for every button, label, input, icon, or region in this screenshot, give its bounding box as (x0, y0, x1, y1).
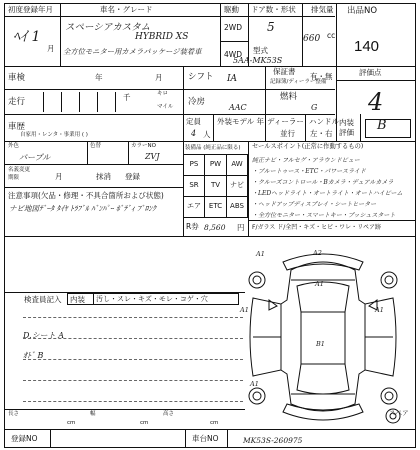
damage-mark-4: A1 (240, 306, 249, 314)
equipment-etc: ETC (204, 196, 227, 218)
equipment-pw: PW (204, 154, 227, 176)
height-label: 高さ (163, 411, 175, 417)
outer-color-label: 外色 (8, 143, 20, 149)
handle-label: ハンドル (309, 117, 339, 126)
drive-2wd[interactable]: 2WD (224, 23, 242, 32)
doors-value: 5 (267, 20, 275, 34)
ac-value: AAC (229, 103, 247, 112)
car-name-label: 車名・グレード (100, 5, 153, 14)
history-options: 自家用・レンタ・事業用 ( ) (20, 132, 88, 138)
inspector-items: 汚し・スレ・キズ・モレ・コゲ・穴 (96, 295, 208, 303)
notes-handwritten: ナビ地図ﾃﾞｰﾀ ﾀｲﾔ ﾄﾗﾌﾞﾙ ﾊﾞﾝﾊﾟｰ ﾎﾞﾃﾞｨ ﾌﾞﾛﾝｸ (9, 204, 156, 213)
damage-mark-1: A1 (256, 250, 265, 258)
recycle-label: R券 (186, 222, 199, 231)
registered-label: 登録 (125, 172, 140, 181)
name-change-deadline-label: 期限 (8, 175, 20, 181)
model-label: 型式 (253, 46, 268, 55)
car-options-value: 全方位モニター用カメラパッケージ装着車 (63, 47, 202, 56)
equipment-label: 装備品 (純正品に限る) (185, 145, 241, 151)
capacity-label: 定員 (186, 117, 201, 126)
inspector-interior-label: 内装 (70, 295, 85, 304)
inspector-label: 検査員記入 (24, 295, 62, 304)
sales-point-line-2: ・ブルートゥース・ETC・パワースライド (252, 168, 366, 175)
first-registration-value: ﾍｲ 1 (13, 29, 41, 45)
equipment-ps: PS (183, 154, 205, 176)
notes-label: 注意事項(欠品・修理・不具合箇所および状態) (8, 191, 164, 200)
drive-4wd[interactable]: 4WD (224, 50, 242, 59)
first-registration-label: 初度登録年月 (8, 5, 53, 14)
spare-tire-label: スペア (389, 409, 409, 417)
recycle-unit: 円 (237, 223, 245, 232)
sales-points-footer: F/ガラス ド/全凹・キズ・ヒビ・ワレ・リペア跡 (252, 224, 381, 231)
name-change-label: 名義変更 (8, 167, 31, 173)
equipment-aw: AW (226, 154, 248, 176)
damage-mark-6: A1 (375, 306, 384, 314)
lot-number-label: 出品NO (347, 6, 378, 16)
history-label: 車歴 (8, 122, 26, 132)
color-code-value: ZVJ (145, 152, 160, 161)
mileage-thousand-unit: 千 (123, 93, 131, 102)
fuel-value: G (311, 103, 318, 112)
height-unit: cm (210, 420, 219, 426)
car-grade-value: HYBRID XS (135, 32, 189, 42)
color-change-label: 色替 (90, 143, 102, 149)
outer-color-value: パープル (19, 153, 51, 162)
score-label: 評価点 (359, 68, 382, 77)
width-unit: cm (140, 420, 149, 426)
interior-sub-label: 評価 (339, 128, 354, 137)
equipment-navi: ナビ (226, 175, 248, 197)
drive-label: 駆動 (224, 5, 239, 14)
mileage-km-unit: キロ (157, 91, 169, 97)
color-code-label: カラーNO (131, 143, 156, 149)
dealer-label: ディーラー (267, 117, 304, 126)
sales-point-line-5: ・ヘッドアップディスプレイ・シートヒーター (252, 201, 377, 208)
shift-value: IA (227, 74, 238, 84)
width-label: 幅 (90, 411, 96, 417)
displacement-unit: cc (327, 31, 336, 40)
inspection-year-label: 年 (95, 73, 103, 82)
dealer-value: 並行 (280, 129, 295, 138)
equipment-tv: TV (204, 175, 227, 197)
damage-mark-3: A1 (315, 280, 324, 288)
inspector-note-1: D.シート A (23, 331, 64, 340)
sales-point-line-1: 純正ナビ・フルセグ・アラウンドビュー (252, 157, 360, 164)
damage-mark-5: B1 (316, 340, 325, 348)
interior-label: 内装 (339, 118, 354, 127)
capacity-unit: 人 (203, 130, 211, 139)
interior-grade-box (365, 119, 411, 138)
equipment-abs: ABS (226, 196, 248, 218)
chassis-number-value: MK53S-260975 (243, 436, 303, 445)
sales-points-label: セールスポイント(正常に作動するもの) (252, 143, 364, 150)
mileage-boxes (25, 92, 115, 112)
model-value: 5AA-MK53S (233, 56, 283, 65)
first-registration-month-label: 月 (47, 44, 55, 53)
doors-label: ドア数・形状 (251, 5, 296, 14)
year-model-label: 外装モデル 年 (217, 117, 265, 126)
recycle-value: 8,560 (204, 223, 226, 232)
fuel-label: 燃料 (280, 92, 298, 102)
lot-number-value: 140 (354, 38, 380, 55)
car-name-value: スペーシアカスタム (65, 22, 151, 33)
name-change-month-label: 月 (55, 172, 63, 181)
length-label: 長さ (8, 411, 20, 417)
ac-label: 冷房 (188, 97, 206, 107)
auction-inspection-sheet (4, 3, 416, 448)
warranty-label: 保証書 (273, 67, 296, 76)
canceled-label: 抹消 (96, 172, 111, 181)
car-damage-diagram (233, 240, 415, 425)
score-value: 4 (368, 88, 384, 116)
sales-point-line-6: ・全方位モニター・スマートキー・プッシュスタート (252, 212, 396, 219)
inspector-note-2: ｵﾄﾞ B (23, 351, 44, 360)
sales-point-line-3: ・クルーズコントロール・Bカメラ・デュアルカメラ (252, 179, 394, 186)
warranty-value: 有・無 (310, 72, 333, 81)
interior-grade-value: B (377, 118, 387, 133)
mileage-mile-unit: マイル (157, 104, 174, 110)
damage-mark-2: A2 (313, 249, 322, 257)
capacity-value: 4 (191, 129, 197, 138)
equipment-airbag: エア (183, 196, 205, 218)
shift-label: シフト (188, 72, 214, 82)
damage-mark-7: A1 (250, 380, 259, 388)
chassis-number-label: 車台NO (192, 434, 219, 443)
displacement-label: 排気量 (311, 5, 334, 14)
mileage-label: 走行 (8, 97, 26, 107)
inspection-label: 車検 (8, 73, 26, 83)
sales-point-line-4: ・LEDヘッドライト・オートライト・オートハイビーム (252, 190, 403, 197)
warranty-sub-label: 記録簿/ディーラー整備 (270, 79, 327, 85)
length-unit: cm (67, 420, 76, 426)
registration-number-label: 登録NO (11, 434, 38, 443)
inspection-month-label: 月 (155, 73, 163, 82)
displacement-value: 660 (303, 34, 321, 44)
handle-value: 左・右 (310, 129, 333, 138)
equipment-sr: SR (183, 175, 205, 197)
